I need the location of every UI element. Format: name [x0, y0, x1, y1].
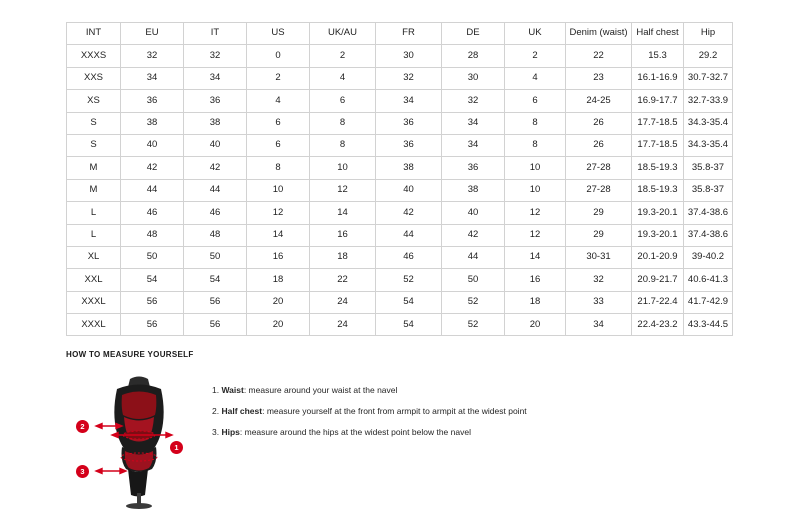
table-row: [67, 90, 733, 112]
cell: XXL: [67, 269, 121, 291]
cell: 46: [376, 246, 442, 268]
column-header-fr: FR: [376, 23, 442, 45]
table-row: [67, 202, 733, 224]
table-row: [67, 45, 733, 67]
cell: 44: [121, 179, 184, 201]
cell: 30.7-32.7: [684, 67, 733, 89]
cell: 50: [184, 246, 247, 268]
cell: 21.7-22.4: [632, 291, 684, 313]
cell: 42: [184, 157, 247, 179]
cell: 8: [310, 134, 376, 156]
cell: 29: [566, 202, 632, 224]
cell: 4: [247, 90, 310, 112]
cell: 36: [121, 90, 184, 112]
table-row: [67, 246, 733, 268]
cell: 22.4-23.2: [632, 314, 684, 336]
cell: 16.9-17.7: [632, 90, 684, 112]
badge-hips: 3: [76, 465, 89, 478]
cell: 40: [184, 134, 247, 156]
cell: 41.7-42.9: [684, 291, 733, 313]
column-header-de: DE: [442, 23, 505, 45]
cell: XXS: [67, 67, 121, 89]
instruction-term: Half chest: [221, 406, 263, 417]
cell: 56: [121, 314, 184, 336]
cell: 38: [376, 157, 442, 179]
table-row: [67, 112, 733, 134]
cell: 15.3: [632, 45, 684, 67]
cell: 48: [184, 224, 247, 246]
cell: 10: [505, 179, 566, 201]
table-row: [67, 224, 733, 246]
cell: 56: [184, 291, 247, 313]
cell: 27-28: [566, 157, 632, 179]
cell: 52: [376, 269, 442, 291]
table-row: [67, 314, 733, 336]
cell: M: [67, 157, 121, 179]
cell: 32: [376, 67, 442, 89]
size-conversion-table: [66, 22, 733, 336]
cell: XXXL: [67, 314, 121, 336]
cell: 35.8-37: [684, 157, 733, 179]
cell: 33: [566, 291, 632, 313]
cell: 20: [247, 314, 310, 336]
instruction-text: : measure around your waist at the navel: [243, 385, 398, 395]
instruction-hips: [212, 427, 527, 437]
cell: 54: [184, 269, 247, 291]
cell: 38: [184, 112, 247, 134]
cell: 54: [376, 314, 442, 336]
table-row: [67, 269, 733, 291]
column-header-eu: EU: [121, 23, 184, 45]
instruction-term: Waist: [221, 385, 244, 395]
cell: 8: [310, 112, 376, 134]
cell: 2: [505, 45, 566, 67]
table-row: [67, 179, 733, 201]
cell: 30: [376, 45, 442, 67]
cell: 18: [505, 291, 566, 313]
cell: 2: [310, 45, 376, 67]
cell: 2: [247, 67, 310, 89]
cell: 16: [247, 246, 310, 268]
cell: 29: [566, 224, 632, 246]
cell: 32: [184, 45, 247, 67]
instruction-number: 1.: [212, 385, 220, 395]
cell: 52: [442, 291, 505, 313]
cell: S: [67, 112, 121, 134]
cell: 36: [442, 157, 505, 179]
cell: 16: [310, 224, 376, 246]
column-header-hip: Hip: [684, 23, 733, 45]
cell: 20.9-21.7: [632, 269, 684, 291]
cell: 42: [121, 157, 184, 179]
cell: 34: [442, 112, 505, 134]
cell: 34: [121, 67, 184, 89]
column-header-uk: UK: [505, 23, 566, 45]
cell: 14: [247, 224, 310, 246]
how-to-measure-title: HOW TO MEASURE YOURSELF: [66, 350, 194, 359]
cell: 44: [184, 179, 247, 201]
cell: 6: [505, 90, 566, 112]
table-header-row: [67, 23, 733, 45]
column-header-half-chest: Half chest: [632, 23, 684, 45]
cell: 34.3-35.4: [684, 134, 733, 156]
cell: 46: [121, 202, 184, 224]
cell: 37.4-38.6: [684, 224, 733, 246]
cell: 34: [376, 90, 442, 112]
cell: 36: [376, 134, 442, 156]
cell: XXXL: [67, 291, 121, 313]
table-header: [67, 23, 733, 45]
cell: 42: [442, 224, 505, 246]
cell: 12: [247, 202, 310, 224]
cell: 10: [505, 157, 566, 179]
cell: 24: [310, 314, 376, 336]
cell: 6: [247, 134, 310, 156]
cell: 56: [121, 291, 184, 313]
cell: 19.3-20.1: [632, 202, 684, 224]
cell: 52: [442, 314, 505, 336]
cell: 12: [310, 179, 376, 201]
how-to-measure-body: [66, 373, 746, 513]
column-header-int: INT: [67, 23, 121, 45]
cell: 44: [442, 246, 505, 268]
cell: 26: [566, 134, 632, 156]
cell: 46: [184, 202, 247, 224]
cell: 24-25: [566, 90, 632, 112]
cell: 32: [566, 269, 632, 291]
cell: 32.7-33.9: [684, 90, 733, 112]
badge-waist: 1: [170, 441, 183, 454]
cell: 6: [247, 112, 310, 134]
cell: 54: [121, 269, 184, 291]
table-body: [67, 45, 733, 336]
badge-half-chest: 2: [76, 420, 89, 433]
cell: 12: [505, 224, 566, 246]
cell: M: [67, 179, 121, 201]
cell: 42: [376, 202, 442, 224]
cell: 24: [310, 291, 376, 313]
cell: 40.6-41.3: [684, 269, 733, 291]
table-row: [67, 291, 733, 313]
cell: 14: [505, 246, 566, 268]
measure-instructions: [212, 373, 527, 449]
cell: 22: [310, 269, 376, 291]
cell: 34: [184, 67, 247, 89]
cell: 18.5-19.3: [632, 157, 684, 179]
cell: 17.7-18.5: [632, 134, 684, 156]
cell: 50: [442, 269, 505, 291]
cell: L: [67, 202, 121, 224]
cell: XL: [67, 246, 121, 268]
cell: 50: [121, 246, 184, 268]
instruction-text: : measure yourself at the front from armpit to armpit at the widest point: [262, 406, 527, 417]
cell: 38: [442, 179, 505, 201]
cell: 30-31: [566, 246, 632, 268]
instruction-term: Hips: [221, 427, 240, 438]
cell: 34: [442, 134, 505, 156]
cell: 12: [505, 202, 566, 224]
column-header-us: US: [247, 23, 310, 45]
cell: 22: [566, 45, 632, 67]
cell: 20.1-20.9: [632, 246, 684, 268]
instruction-number: 3.: [212, 427, 220, 438]
cell: S: [67, 134, 121, 156]
cell: 10: [310, 157, 376, 179]
cell: 40: [376, 179, 442, 201]
cell: 26: [566, 112, 632, 134]
cell: 18: [310, 246, 376, 268]
cell: 19.3-20.1: [632, 224, 684, 246]
cell: XS: [67, 90, 121, 112]
how-to-measure-section: [66, 350, 746, 513]
cell: L: [67, 224, 121, 246]
cell: 0: [247, 45, 310, 67]
instruction-text: : measure around the hips at the widest point below the navel: [239, 427, 471, 438]
cell: 34: [566, 314, 632, 336]
cell: 29.2: [684, 45, 733, 67]
cell: 20: [505, 314, 566, 336]
cell: 37.4-38.6: [684, 202, 733, 224]
cell: 32: [121, 45, 184, 67]
cell: 6: [310, 90, 376, 112]
cell: 8: [247, 157, 310, 179]
cell: 32: [442, 90, 505, 112]
cell: 8: [505, 134, 566, 156]
cell: 27-28: [566, 179, 632, 201]
column-header-denim-waist: Denim (waist): [566, 23, 632, 45]
cell: 43.3-44.5: [684, 314, 733, 336]
cell: 34.3-35.4: [684, 112, 733, 134]
cell: 4: [310, 67, 376, 89]
cell: 44: [376, 224, 442, 246]
cell: 56: [184, 314, 247, 336]
cell: 38: [121, 112, 184, 134]
cell: 48: [121, 224, 184, 246]
cell: 40: [121, 134, 184, 156]
cell: 23: [566, 67, 632, 89]
cell: 36: [376, 112, 442, 134]
cell: 18: [247, 269, 310, 291]
cell: 16.1-16.9: [632, 67, 684, 89]
column-header-uk-au: UK/AU: [310, 23, 376, 45]
instruction-number: 2.: [212, 406, 220, 417]
cell: 10: [247, 179, 310, 201]
mannequin-figure: [80, 373, 194, 513]
cell: 17.7-18.5: [632, 112, 684, 134]
cell: 54: [376, 291, 442, 313]
instruction-half-chest: [212, 406, 527, 416]
cell: 36: [184, 90, 247, 112]
cell: 16: [505, 269, 566, 291]
instruction-waist: [212, 385, 527, 395]
cell: 20: [247, 291, 310, 313]
table-row: [67, 67, 733, 89]
cell: 40: [442, 202, 505, 224]
size-table-container: [66, 22, 732, 336]
cell: 18.5-19.3: [632, 179, 684, 201]
table-row: [67, 157, 733, 179]
cell: 35.8-37: [684, 179, 733, 201]
cell: 28: [442, 45, 505, 67]
cell: 8: [505, 112, 566, 134]
column-header-it: IT: [184, 23, 247, 45]
cell: XXXS: [67, 45, 121, 67]
cell: 14: [310, 202, 376, 224]
cell: 39-40.2: [684, 246, 733, 268]
table-row: [67, 134, 733, 156]
cell: 4: [505, 67, 566, 89]
cell: 30: [442, 67, 505, 89]
